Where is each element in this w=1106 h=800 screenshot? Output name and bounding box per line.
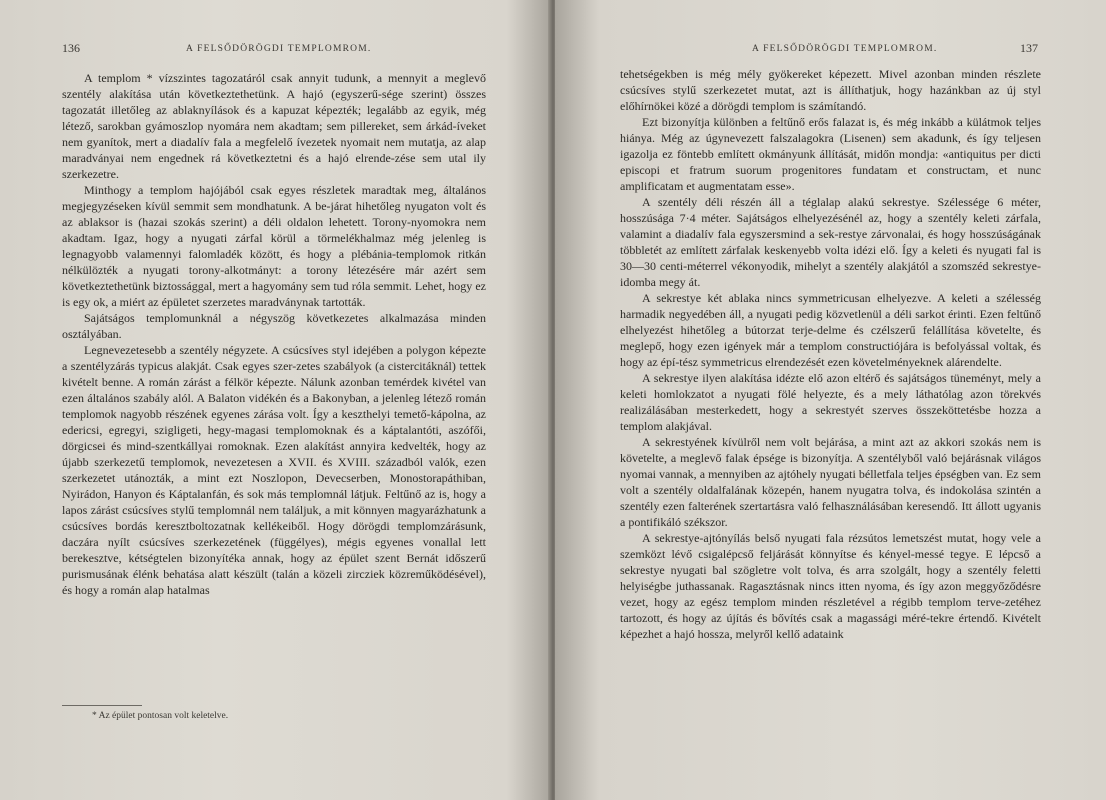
right-paragraph-5: A sekrestye ilyen alakítása idézte elő azon eltérő és sajátságos tüneményt, mely a keleti homlokzatot a nyugati fölé helyezte, és a mely láthatólag azon törekvés realizálásában mesterkedett, hogy a sekrestyét szerves összeköttetésbe hozza a templom alakjával. bbox=[620, 371, 1041, 433]
footnote-rule bbox=[62, 705, 142, 706]
left-page-number: 136 bbox=[62, 41, 80, 55]
left-paragraph-4: Legnevezetesebb a szentély négyzete. A csúcsíves styl idejében a polygon képezte a szentélyzárás typicus alakját. Csak egyes szer-zetes szabályok (a cistercitáknál) tettek kivételt benne. A román zárást a félkör képezte. Nálunk azonban temérdek kivétel van ezen általános szabály alól. A Balaton vidékén és a Bakonyban, a jelenleg létező román templomok nagyobb részének egyenes zárása volt. Így a keszthelyi temető-kápolna, az edericsi, egregyi, szigligeti, hegy-magasi templomoknak és a káptalantóti, aszófői, dörgicsei és mind-szentkállyai romoknak. Ezen alakítást annyira kedvelték, hogy az újabb szerkezetű templomok, nevezetesen a XVII. és XVIII. századból valók, ezen szerkezetet utánozták, a mint ezt Noszlopon, Devecserben, Monostorapáthiban, Nyirádon, Hanyon és Káptalanfán, és sok más templomnál látjuk. Feltűnő az is, hogy a lapos zárást csúcsíves stylű templomnál nem találjuk, a mit könnyen magyarázhatunk a csúcsíves bordás keresztboltozatnak kellékeiből. Hogy dörögdi templomzárásunk, daczára nyílt csúcsíves szerkezetének (függélyes), mégis egyenes vonallal lett berekesztve, kétségtelen bizonyítéka annak, hogy az épület szent Bernát időszerű purismusának élénk behatása alatt készült (talán a közeli zircziek közreműködésével), és hogy a román alap hatalmas bbox=[62, 343, 486, 597]
right-page bbox=[555, 0, 1106, 800]
left-footnote: * Az épület pontosan volt keletelve. bbox=[92, 711, 229, 721]
right-paragraph-1: tehetségekben is még mély gyökereket képezett. Mivel azonban minden részlete csúcsíves stylű szerkezetet mutat, azt is állíthatjuk, hogy hazánkban az új styl előhírnökei közé a dörögdi templom is számítandó. bbox=[620, 67, 1041, 113]
right-paragraph-4: A sekrestye két ablaka nincs symmetricusan elhelyezve. A keleti a szélesség harmadik negyedében áll, a nyugati pedig közvetlenül a déli sarkot érinti. Ezen feltűnő elhelyezést hihetőleg a bútorzat terje-delme és czélszerű felállítása követelte, és meglepő, hogy ezen igények már a templom constructiójára is befolyással voltak, és hogy az épí-tész symmetricus elrendezését ezen követelményeknek alárendelte. bbox=[620, 291, 1041, 369]
right-running-head: A FELSŐDÖRÖGDI TEMPLOMROM. bbox=[752, 44, 938, 54]
right-page-number: 137 bbox=[1020, 41, 1038, 55]
right-paragraph-2: Ezt bizonyítja különben a feltűnő erős falazat is, és még inkább a külátmok teljes hiánya. Még az úgynevezett falszalagokra (Lisenen) sem akadunk, és így teljesen igazolja ez föntebb említett okmányunk állítását, midőn mondja: «antiquitus per dicti episcopi et fratrum suorum progenitores fundatam et constructam, et nunc amplificatam et augmentatam esse». bbox=[620, 115, 1041, 193]
left-running-head: A FELSŐDÖRÖGDI TEMPLOMROM. bbox=[186, 44, 372, 54]
left-paragraph-3: Sajátságos templomunknál a négyszög következetes alkalmazása minden osztályában. bbox=[62, 311, 486, 341]
right-paragraph-7: A sekrestye-ajtónyílás belső nyugati fala rézsútos lemetszést mutat, hogy vele a szemközt lévő csigalépcső feljárását könnyítse és kényel-messé tegye. E lépcső a sekrestye nyugati bal szögletre volt tolva, és arra szolgált, hogy a szentély feletti helyiségbe juthassanak. Ragasztásnak nincs itten nyoma, és így azon meggyőződésre vezet, hogy az egész templom minden részletével a régibb templom terve-zetéhez tartozott, és hogy az újítás és bővítés csak a magassági méré-tekre értendő. Kivételt képezhet a hajó hossza, melyről kellő adataink bbox=[620, 531, 1041, 641]
left-body-text bbox=[62, 70, 486, 598]
right-paragraph-3: A szentély déli részén áll a téglalap alakú sekrestye. Szélessége 6 méter, hosszúsága 7·4 méter. Sajátságos elhelyezésénél az, hogy a szentély keleti zárfala, valamint a diadalív fala egyszersmind a sek-restye zárvonalai, és hogy hosszúságának többletét az említett zárfalak keskenyebb volta idézi elő. Így a keleti és nyugati fal is 30—30 centi-méterrel vékonyodik, mihelyt a szentély alakjától a szomszéd sekrestye-idomba megy át. bbox=[620, 195, 1041, 289]
right-body-text bbox=[620, 66, 1041, 642]
left-paragraph-1: A templom * vízszintes tagozatáról csak annyit tudunk, a mennyit a meglevő szentély alakítása után következtethetünk. A hajó (egyszerű-sége szerint) összes tagozatát illetőleg az ablaknyílások és a kapuzat képezték; legalább az egyik, még létező, sarokban gyámoszlop nyomára nem akadtam; sem pillereket, sem árkád-íveket nem gyanítok, mert a diadalív fala a megfelelő ívezetek nyomait nem mutatja, az alap maradványai nem engednek rá következtetni és a hajó elrende-zése sem utal ily szerkezetre. bbox=[62, 71, 486, 181]
right-paragraph-6: A sekrestyének kívülről nem volt bejárása, a mint azt az akkori szokás nem is követelte, a meglevő falak épsége is bizonyítja. A szentélyből való bejárásnak világos nyomai vannak, a mennyiben az ajtóhely nyugati bélletfala teljes épségben van. Ez sem volt a szentély oldalfalának közepén, hanem nyugatra tolva, és indokolása szintén a szentély ezen falterének szertartásra való felhasználásában keresendő. Itt állott ugyanis a pontifikáló székszor. bbox=[620, 435, 1041, 529]
left-paragraph-2: Minthogy a templom hajójából csak egyes részletek maradtak meg, általános megjegyzéseken kívül semmit sem mondhatunk. A be-járat hihetőleg nyugaton volt és az ablaksor is (hazai szokás szerint) a déli oldalon lehetett. Torony-nyomokra nem akadtam. Igaz, hogy a nyugati zárfal körül a törmelékhalmaz még jelenleg is legnagyobb valamennyi falomladék között, és hogy a plébánia-templomok ritkán nélkülözték a nyugati torony-alkotmányt: a torony létezésére már azért sem következtethetünk biztossággal, mert a hagyomány sem tud róla semmit. Lehet, hogy ez is egy ok, a miért az épületet szerzetes maradványnak tartották. bbox=[62, 183, 486, 309]
left-page bbox=[0, 0, 551, 800]
